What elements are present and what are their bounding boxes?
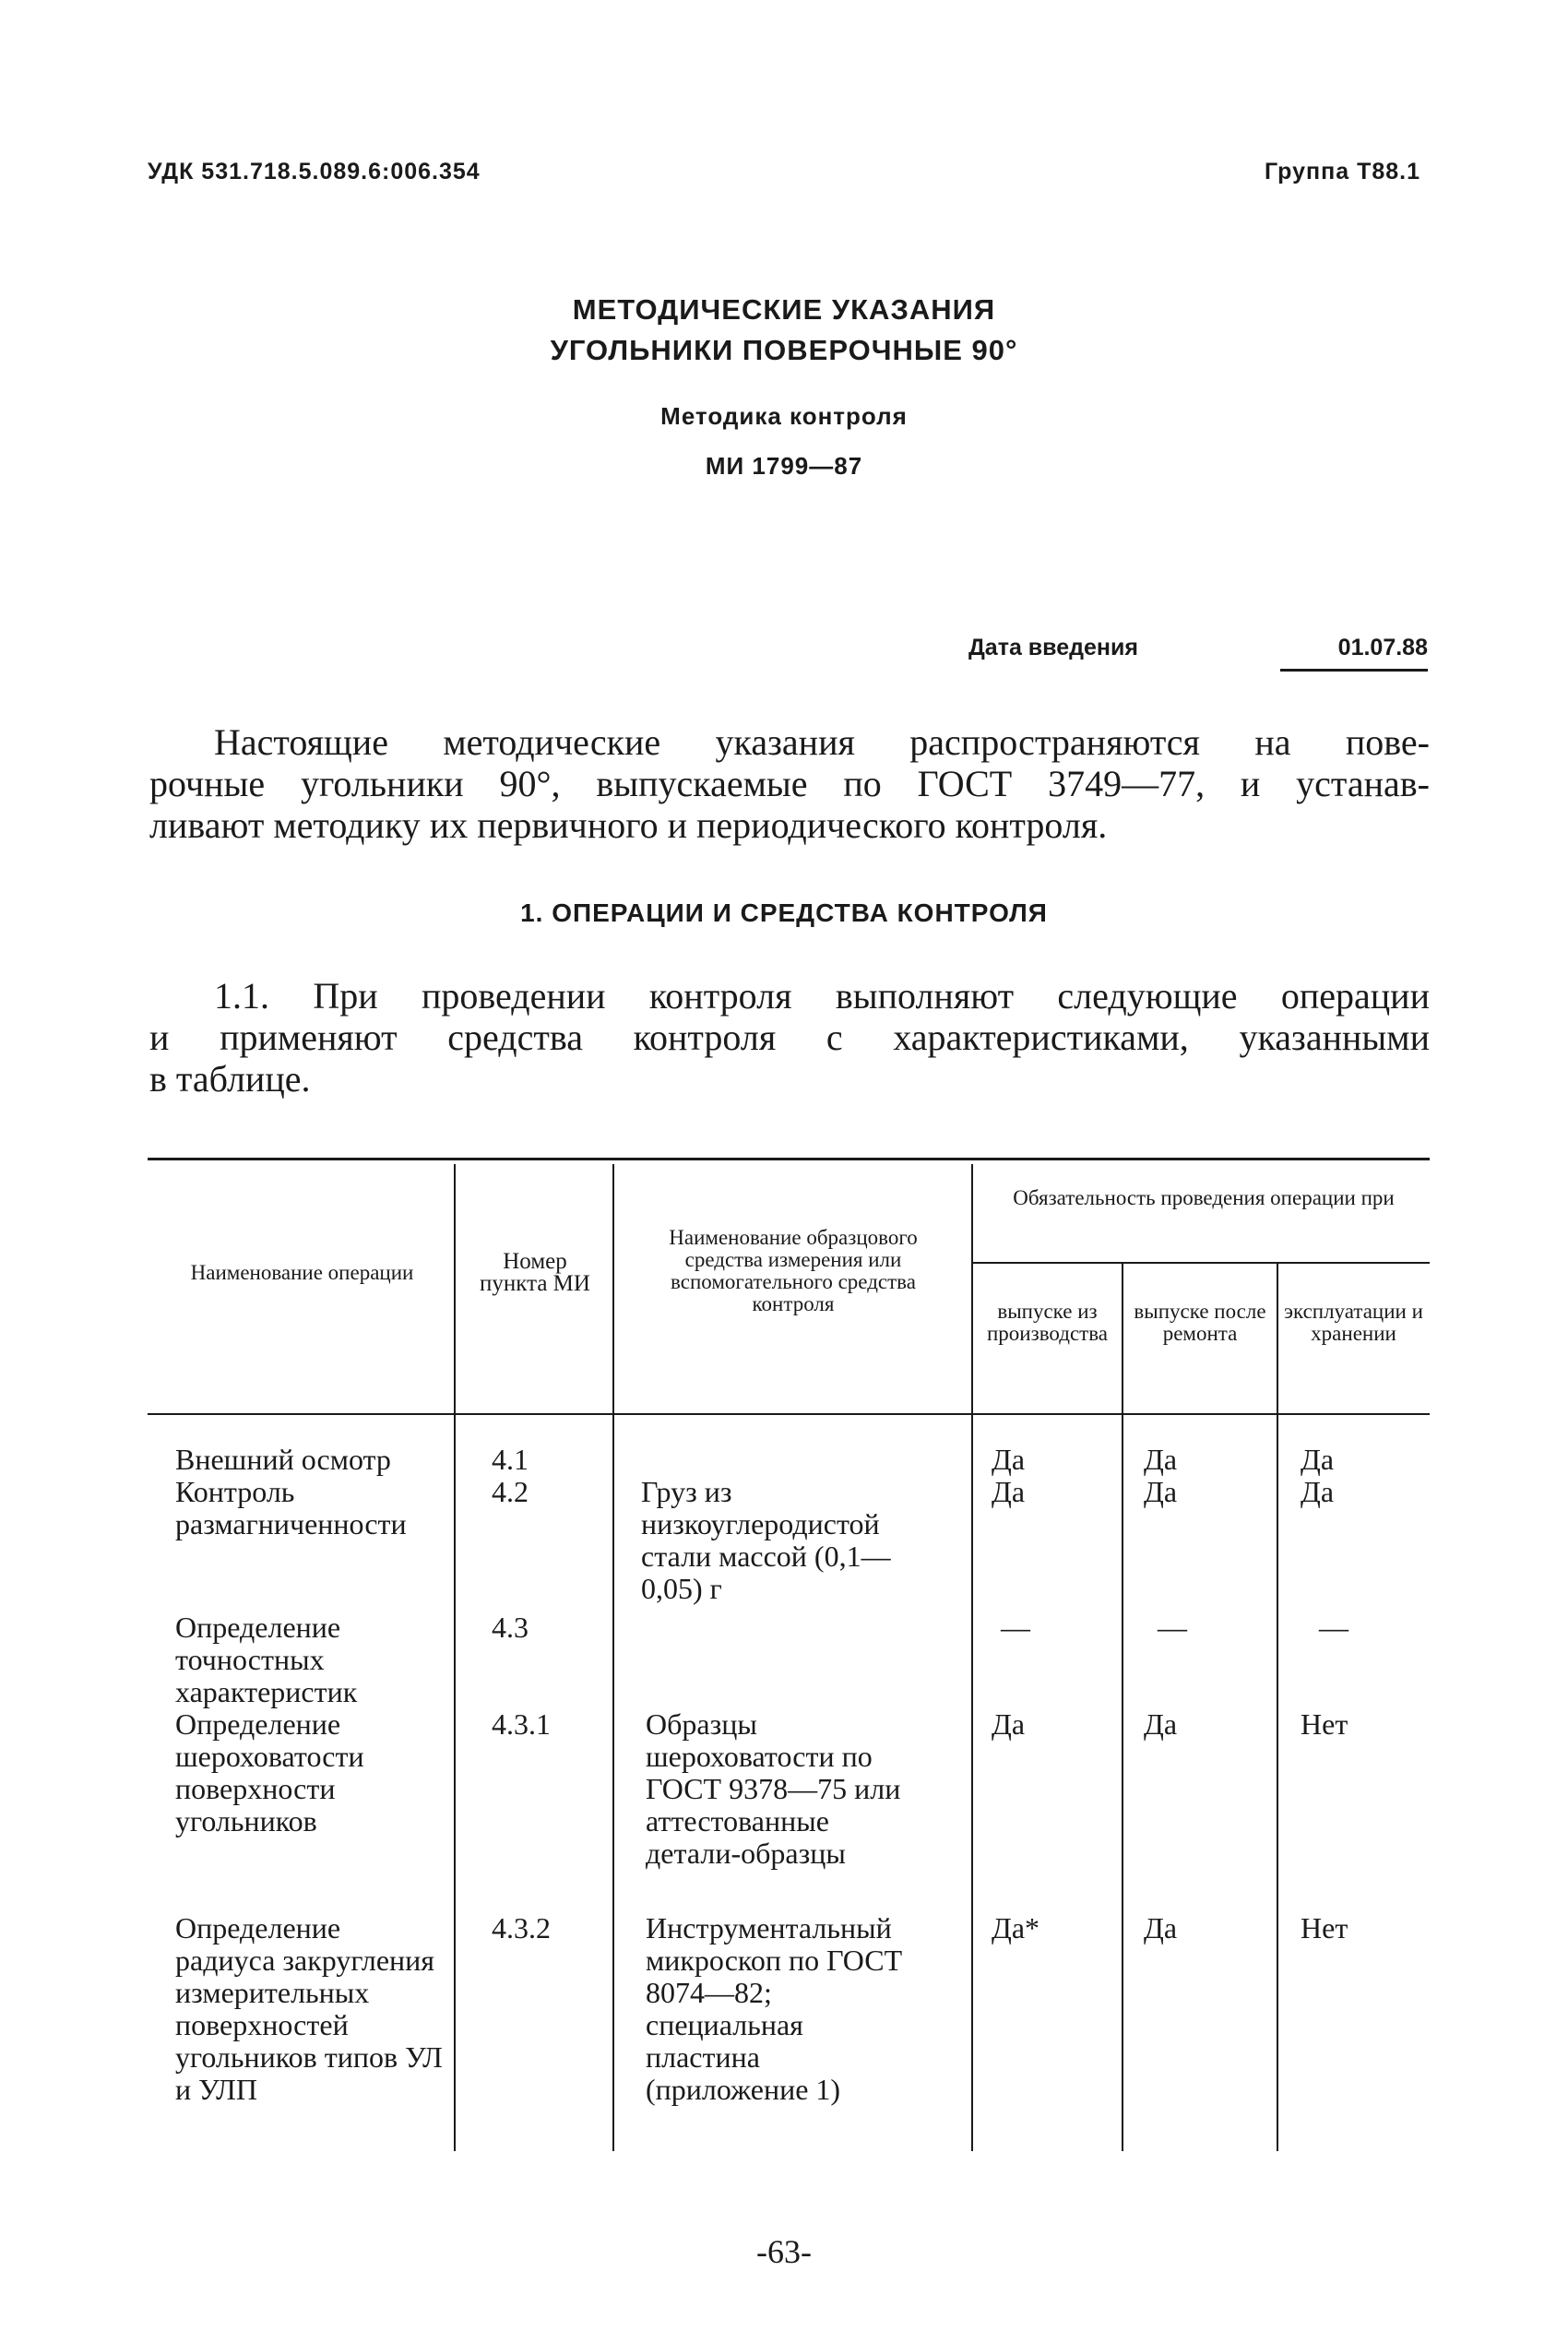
document-title: МЕТОДИЧЕСКИЕ УКАЗАНИЯ [572, 293, 996, 326]
column-divider [612, 1164, 614, 2151]
header-means: Наименование образцового средства измерения или вспомогательного средства контроля [669, 1226, 918, 1315]
table-row-repair: Да [1144, 1911, 1178, 1944]
table-row-operation: Определение точностных характеристик [175, 1611, 358, 1708]
table-row-means: Груз из низкоуглеродистой стали массой (0,1—0,05) г [641, 1475, 891, 1605]
column-divider [454, 1164, 456, 2151]
header-obligatory: Обязательность проведения операции при [1013, 1186, 1395, 1209]
table-row-repair: Да [1144, 1475, 1178, 1508]
header-item-number: Номер пункта МИ [480, 1249, 590, 1296]
group-code: Группа Т88.1 [1264, 159, 1420, 184]
table-row-number: 4.1 [492, 1443, 529, 1476]
header-release-repair: выпуске после ремонта [1134, 1300, 1266, 1345]
table-row-storage: Нет [1301, 1911, 1348, 1944]
section-line: 1.1. При проведении контроля выполняют следующие операции [214, 975, 1430, 1017]
table-row-means: Образцы шероховатости по ГОСТ 9378—75 или аттестованные детали-образцы [646, 1707, 901, 1870]
table-row-production: Да* [992, 1911, 1040, 1944]
table-row-operation: Контроль размагниченности [175, 1475, 407, 1540]
header-sub-rule [973, 1262, 1430, 1264]
table-row-means: Инструментальный микроскоп по ГОСТ 8074—82; специальная пластина (приложение 1) [646, 1911, 903, 2106]
header-operation-storage: эксплуатации и хранении [1284, 1300, 1423, 1345]
intro-line: рочные угольники 90°, выпускаемые по ГОСТ 3749—77, и устанав- [149, 763, 1430, 804]
column-divider [1122, 1264, 1123, 2151]
document-subtitle: Методика контроля [660, 402, 908, 430]
header-operation: Наименование операции [190, 1261, 414, 1284]
table-row-repair: Да [1144, 1707, 1178, 1741]
table-row-operation: Определение шероховатости поверхности угольников [175, 1707, 364, 1837]
section-heading: 1. ОПЕРАЦИИ И СРЕДСТВА КОНТРОЛЯ [520, 898, 1048, 927]
table-row-production: Да [992, 1475, 1026, 1508]
page-number: -63- [756, 2233, 812, 2270]
section-line: и применяют средства контроля с характеристиками, указанными [149, 1017, 1430, 1058]
table-row-storage: Нет [1301, 1707, 1348, 1741]
date-label: Дата введения [968, 635, 1138, 660]
table-row-number: 4.3 [492, 1611, 529, 1644]
document-code: МИ 1799—87 [705, 452, 863, 480]
table-row-operation: Внешний осмотр [175, 1443, 391, 1476]
intro-paragraph [149, 721, 1430, 846]
column-divider [1277, 1264, 1278, 2151]
table-row-operation: Определение радиуса закругления измерительных поверхностей угольников типов УЛ и УЛП [175, 1911, 443, 2106]
table-row-storage: — [1319, 1611, 1348, 1644]
table-row-storage: Да [1301, 1475, 1335, 1508]
table-row-number: 4.3.2 [492, 1911, 551, 1944]
header-release-production: выпуске из производства [987, 1300, 1108, 1345]
intro-line: Настоящие методические указания распространяются на пове- [214, 721, 1430, 763]
document-subject: УГОЛЬНИКИ ПОВЕРОЧНЫЕ 90° [550, 334, 1018, 366]
table-row-storage: Да [1301, 1443, 1335, 1476]
date-value: 01.07.88 [1280, 635, 1428, 672]
table-row-number: 4.3.1 [492, 1707, 551, 1741]
table-row-production: — [1001, 1611, 1030, 1644]
section-paragraph [149, 975, 1430, 1100]
table-row-repair: — [1158, 1611, 1187, 1644]
column-divider [971, 1164, 973, 2151]
header-bottom-rule [148, 1413, 1430, 1415]
table-top-rule [148, 1158, 1430, 1160]
table-row-production: Да [992, 1707, 1026, 1741]
table-row-production: Да [992, 1443, 1026, 1476]
table-row-number: 4.2 [492, 1475, 529, 1508]
table-row-repair: Да [1144, 1443, 1178, 1476]
intro-line: ливают методику их первичного и периодического контроля. [149, 804, 1108, 846]
section-line: в таблице. [149, 1058, 311, 1100]
udk-code: УДК 531.718.5.089.6:006.354 [148, 159, 481, 184]
